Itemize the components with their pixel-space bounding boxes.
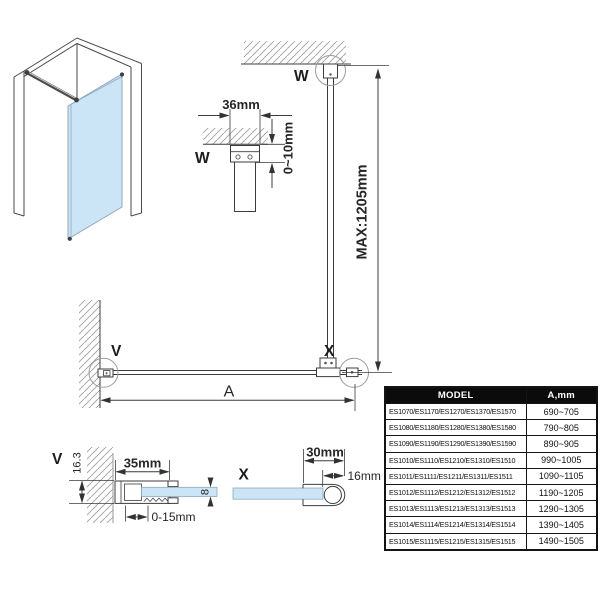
bracket-screw xyxy=(248,155,252,159)
dim-bar-diameter: 16mm xyxy=(347,469,381,483)
left-wall xyxy=(14,71,24,216)
support-bar-highlight xyxy=(27,72,77,99)
a-cell: 1490~1505 xyxy=(526,533,597,550)
table-row xyxy=(385,404,597,420)
a-cell: 990~1005 xyxy=(526,452,597,468)
post-top-bracket xyxy=(324,64,338,78)
wall-hatch xyxy=(79,300,100,408)
bar-section-circle xyxy=(324,486,341,503)
column-header-a: A,mm xyxy=(526,387,597,404)
dim-clamp-width: 30mm xyxy=(306,444,344,460)
model-cell: ES1015/ES1115/ES1215/ES1315/ES1515 xyxy=(385,533,526,550)
detail-w xyxy=(195,97,296,212)
table-row xyxy=(385,452,597,468)
ceiling-bracket xyxy=(231,146,260,163)
model-cell: ES1070/ES1170/ES1270/ES1370/ES1570 xyxy=(385,404,526,420)
model-cell: ES1090/ES1190/ES1290/ES1390/ES1590 xyxy=(385,436,526,452)
a-cell: 790~805 xyxy=(526,420,597,436)
a-cell: 690~705 xyxy=(526,404,597,420)
dim-profile-width: 35mm xyxy=(123,455,162,471)
detail-v xyxy=(52,447,217,524)
connector-base xyxy=(317,368,341,377)
bracket-bar xyxy=(235,162,256,212)
table-row xyxy=(385,436,597,452)
glass-panel-section xyxy=(233,488,323,499)
table-row xyxy=(385,517,597,533)
right-wall xyxy=(131,64,142,217)
ceiling-hatch xyxy=(203,128,268,144)
a-cell: 890~905 xyxy=(526,436,597,452)
a-cell: 1090~1105 xyxy=(526,468,597,484)
model-cell: ES1012/ES1112/ES1212/ES1312/ES1512 xyxy=(385,484,526,500)
back-wall-top-edges xyxy=(24,38,142,101)
dim-profile-height: 16.3 xyxy=(71,452,84,474)
model-cell: ES1014/ES1114/ES1214/ES1314/ES1514 xyxy=(385,517,526,533)
detail-x-label: X xyxy=(238,466,249,484)
detail-x xyxy=(233,445,381,506)
bar-glass-fixing xyxy=(74,98,79,103)
front-label-x: X xyxy=(324,343,335,360)
dim-bracket-width: 36mm xyxy=(222,97,260,112)
wall-hatch xyxy=(87,447,113,523)
front-label-w: W xyxy=(294,68,309,85)
table-header-row xyxy=(385,387,597,404)
dim-glass-thickness: 8 xyxy=(199,488,212,496)
table-row xyxy=(385,501,597,517)
model-cell: ES1080/ES1180/ES1280/ES1380/ES1580 xyxy=(385,420,526,436)
detail-v-label: V xyxy=(52,451,63,468)
isometric-view xyxy=(14,38,142,241)
table-row xyxy=(385,468,597,484)
model-cell: ES1010/ES1110/ES1210/ES1310/ES1510 xyxy=(385,452,526,468)
spec-table xyxy=(384,386,598,551)
glass-bottom-fixing xyxy=(68,237,72,241)
detail-w-label: W xyxy=(195,150,210,167)
bracket-screw xyxy=(236,155,240,159)
ceiling-hatch xyxy=(244,41,346,64)
support-bar xyxy=(27,73,77,100)
table-row xyxy=(385,533,597,550)
dim-max-height: MAX:1205mm xyxy=(354,164,371,260)
front-label-v: V xyxy=(111,343,122,360)
dim-ceiling-gap: 0~10mm xyxy=(280,121,296,175)
table-row xyxy=(385,420,597,436)
model-cell: ES1013/ES1113/ES1213/ES1313/ES1513 xyxy=(385,501,526,517)
dim-adjustment: 0-15mm xyxy=(151,510,196,524)
dim-span-a: A xyxy=(223,383,235,401)
ceiling-post xyxy=(328,64,334,358)
glass-top-fixing xyxy=(120,72,124,76)
model-cell: ES1011/ES1111/ES1211/ES1311/ES1511 xyxy=(385,468,526,484)
table-row xyxy=(385,484,597,500)
a-cell: 1290~1305 xyxy=(526,501,597,517)
column-header-model: MODEL xyxy=(385,387,526,404)
bar-wall-fixing xyxy=(25,70,30,75)
a-cell: 1390~1405 xyxy=(526,517,597,533)
a-cell: 1190~1205 xyxy=(526,484,597,500)
